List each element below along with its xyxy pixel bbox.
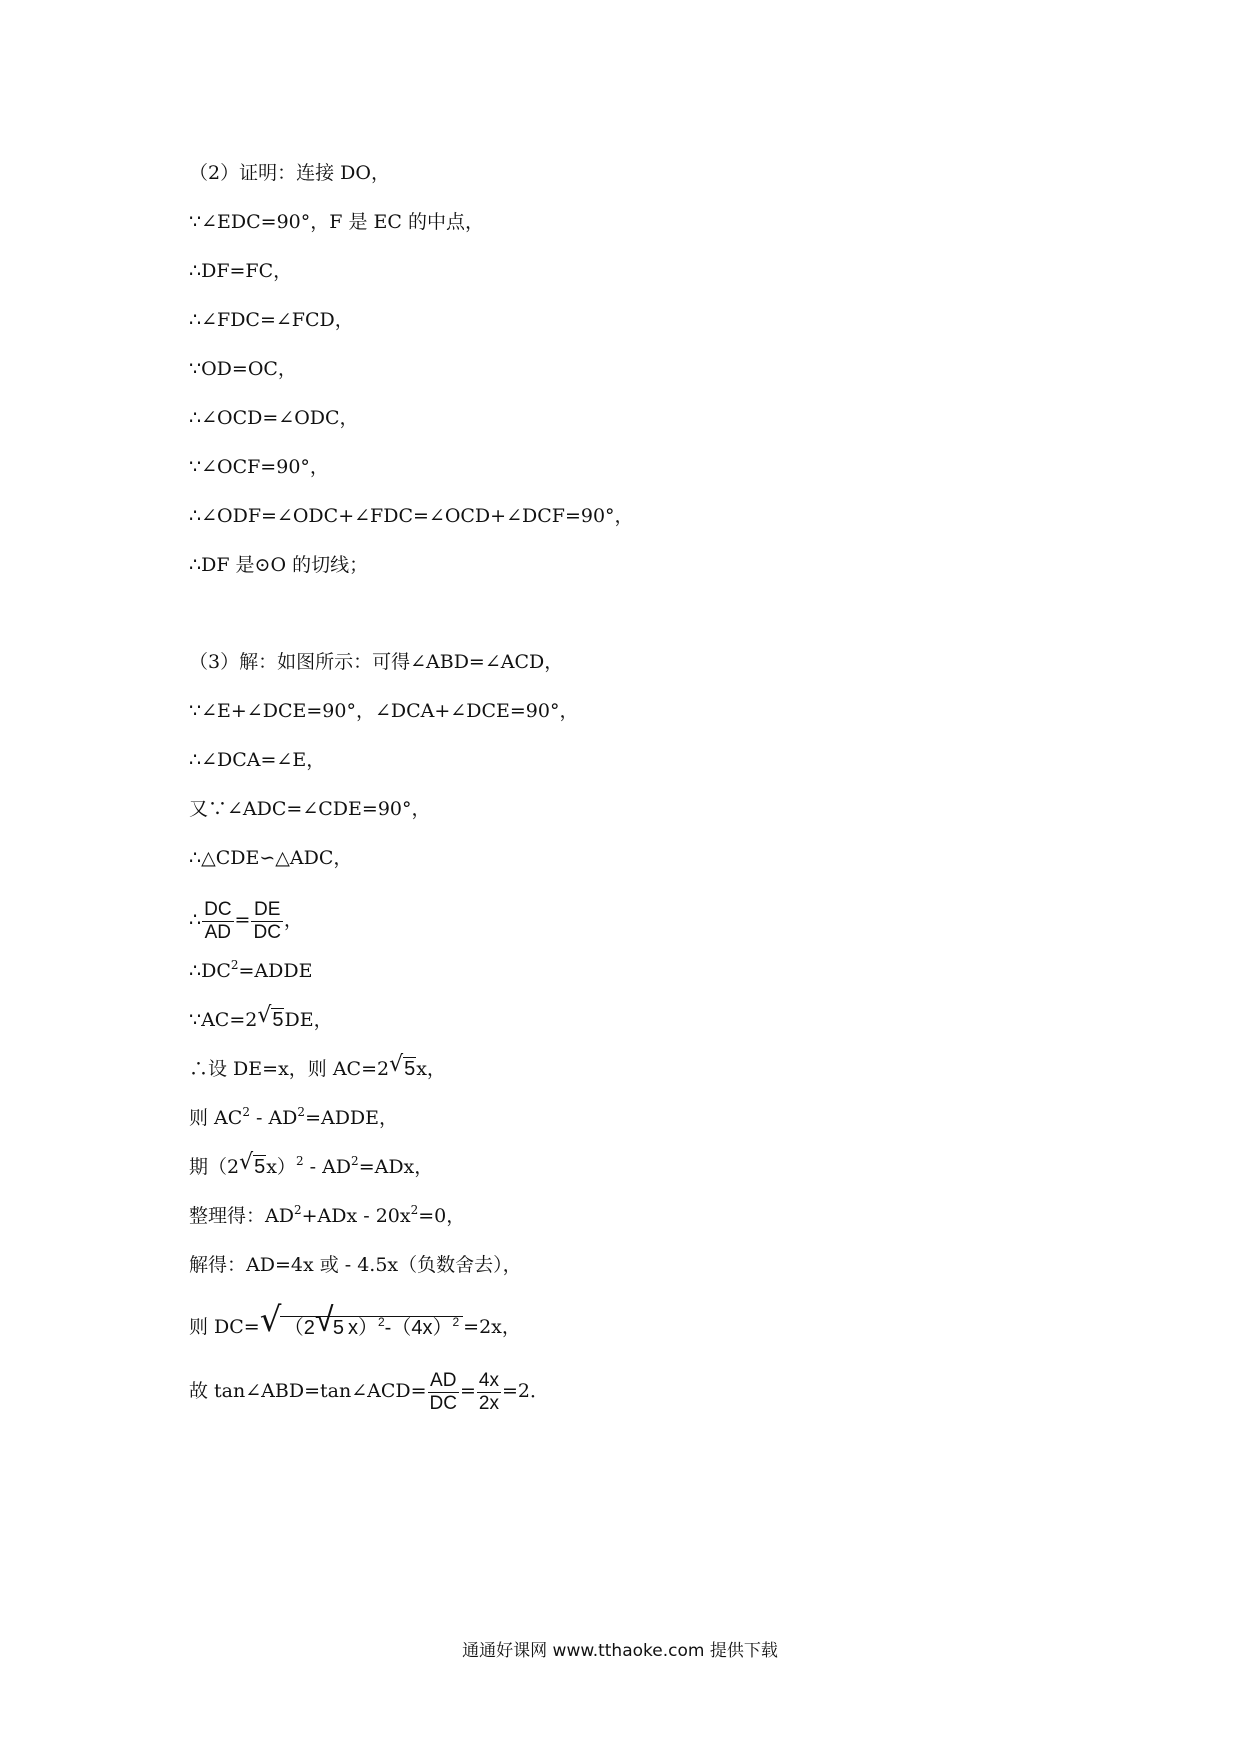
tan-equation [189, 1365, 1089, 1417]
fraction-de-dc [251, 899, 282, 944]
fraction-dc-ad [202, 899, 233, 944]
text-segment: x） [347, 1317, 378, 1339]
exponent: 2 [242, 1105, 250, 1119]
radicand: 5 [272, 1009, 284, 1031]
exponent: 2 [297, 1105, 306, 1119]
square-root [389, 1052, 416, 1082]
radical-sign-icon: √ [259, 1300, 282, 1340]
part3-line [189, 1203, 1089, 1229]
dc-sqrt-equation [189, 1301, 1089, 1353]
part2-line: ∴DF 是⊙O 的切线； [189, 554, 369, 576]
part3-line [189, 1052, 1089, 1082]
text-segment: x， [416, 1058, 446, 1080]
text-segment: 则 AC [189, 1107, 243, 1129]
text-segment: +ADx - 20x [301, 1205, 411, 1227]
denominator: DC [253, 921, 281, 943]
part3-line [189, 1150, 1089, 1180]
exponent: 2 [452, 1315, 460, 1329]
part3-line: ∵∠E+∠DCE=90°，∠DCA+∠DCE=90°， [189, 700, 579, 722]
part2-line: ∴∠ODF=∠ODC+∠FDC=∠OCD+∠DCF=90°， [189, 505, 634, 527]
exponent: 2 [295, 1154, 304, 1168]
part2-line: ∵∠EDC=90°，F 是 EC 的中点， [189, 211, 484, 233]
part3-line: 又∵∠ADC=∠CDE=90°， [189, 798, 431, 820]
square-root [239, 1150, 266, 1180]
part2-line: ∴∠FDC=∠FCD， [189, 309, 354, 331]
ratio-equation [189, 894, 1089, 946]
exponent: 2 [351, 1154, 359, 1168]
text-segment: - AD [249, 1107, 298, 1129]
page-footer: 通通好课网 www.tthaoke.com 提供下载 [462, 1641, 778, 1661]
part3-line [189, 958, 1089, 984]
part3-line [189, 1105, 1089, 1131]
radicand: 5 [404, 1058, 416, 1080]
equals-sign: = [234, 909, 251, 931]
text-segment: =ADDE [238, 960, 313, 982]
denominator: DC [429, 1392, 457, 1414]
denominator: AD [204, 921, 232, 943]
part3-line: （3）解：如图所示：可得∠ABD=∠ACD， [189, 651, 564, 673]
therefore-symbol: ∴ [189, 909, 202, 931]
fraction-ad-dc [428, 1370, 459, 1415]
radical-sign-icon: √ [389, 1052, 404, 1077]
exponent: 2 [230, 958, 239, 972]
text-segment: =ADx， [358, 1156, 434, 1178]
square-root [315, 1302, 348, 1354]
denominator: 2x [478, 1392, 499, 1414]
part3-line: ∴△CDE∽△ADC， [189, 847, 353, 869]
text-segment: =2． [501, 1380, 549, 1402]
radicand: 5 [329, 1316, 348, 1339]
text-segment: 故 tan∠ABD=tan∠ACD= [189, 1380, 427, 1402]
text-segment: =ADDE， [305, 1107, 399, 1129]
text-segment: （2 [283, 1317, 315, 1339]
text-segment: ∵AC=2 [189, 1009, 258, 1031]
part2-line: ∵∠OCF=90°， [189, 456, 329, 478]
equals-sign: = [459, 1380, 476, 1402]
part3-line: ∴∠DCA=∠E， [189, 749, 326, 771]
text-segment: =0， [418, 1205, 466, 1227]
part2-line: ∵OD=OC， [189, 358, 297, 380]
solution-content [189, 160, 1089, 1429]
text-segment: =2x， [463, 1316, 521, 1338]
comma: ， [283, 909, 303, 931]
text-segment: ∴DC [189, 960, 231, 982]
exponent: 2 [410, 1203, 419, 1217]
square-root [257, 1003, 284, 1033]
square-root [260, 1302, 463, 1354]
numerator: DC [204, 898, 232, 920]
part3-line: 解得：AD=4x 或 - 4.5x（负数舍去）， [189, 1254, 522, 1276]
text-segment: - AD [303, 1156, 352, 1178]
radical-sign-icon: √ [257, 1003, 272, 1028]
numerator: DE [251, 899, 282, 922]
text-segment: ∴设 DE=x，则 AC=2 [189, 1058, 390, 1080]
part2-line: ∴∠OCD=∠ODC， [189, 407, 359, 429]
radicand: 5 [254, 1156, 266, 1178]
text-segment: x） [266, 1156, 296, 1178]
numerator: AD [428, 1370, 459, 1393]
fraction-4x-2x [477, 1370, 501, 1415]
part3-line [189, 1003, 1089, 1033]
text-segment: DE， [284, 1009, 333, 1031]
section-gap [189, 601, 1089, 649]
exponent: 2 [293, 1203, 302, 1217]
part2-line: ∴DF=FC， [189, 260, 293, 282]
text-segment: -（4x） [384, 1317, 453, 1339]
part2-line: （2）证明：连接 DO， [189, 162, 390, 184]
exponent: 2 [377, 1315, 385, 1329]
radical-sign-icon: √ [314, 1301, 334, 1339]
text-segment: 期（2 [189, 1156, 240, 1178]
radicand [280, 1301, 463, 1339]
text-segment: 整理得：AD [189, 1205, 294, 1227]
text-segment: 则 DC= [189, 1316, 260, 1338]
radical-sign-icon: √ [239, 1150, 254, 1175]
numerator: 4x [478, 1369, 499, 1391]
